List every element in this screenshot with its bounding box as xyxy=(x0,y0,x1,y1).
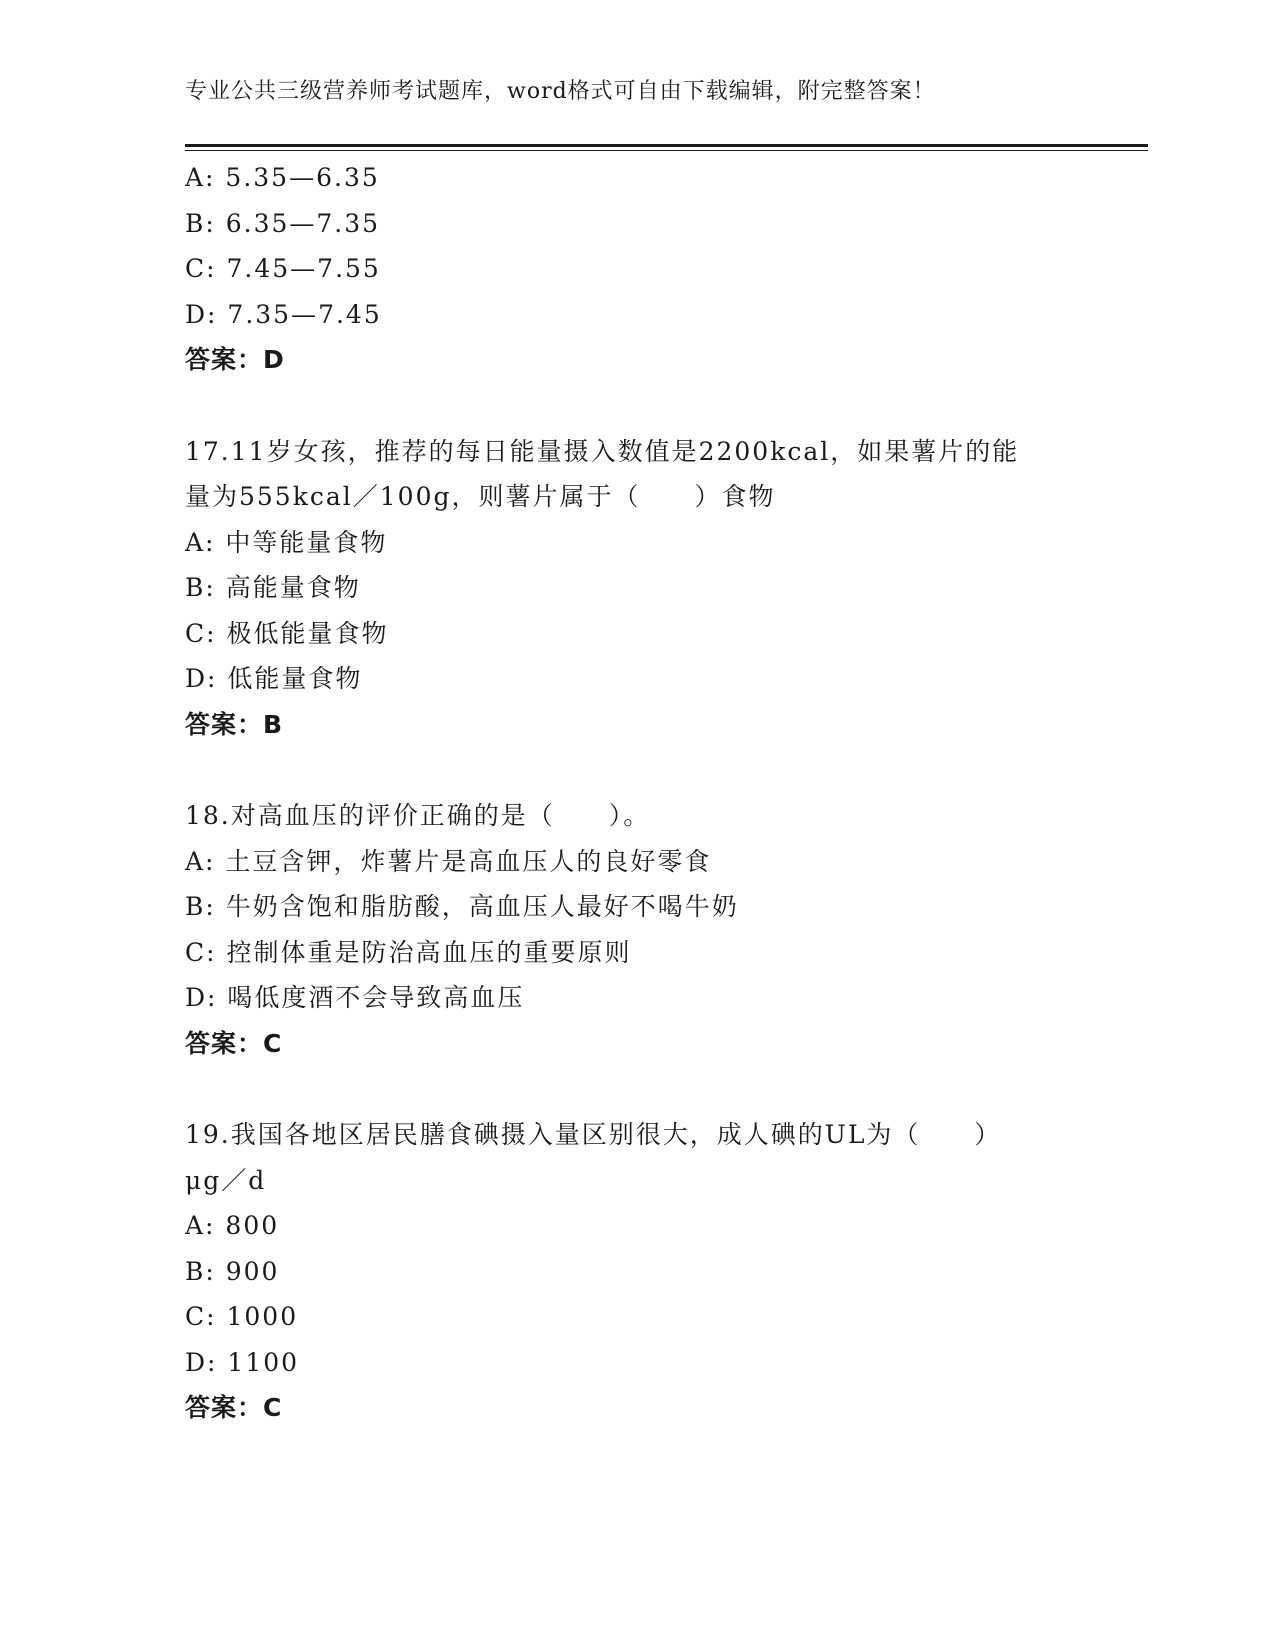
question-stem-continued: 量为555kcal／100g，则薯片属于（ ）食物 xyxy=(185,482,776,511)
answer-line: 答案：C xyxy=(185,1028,283,1058)
option-b: B: 900 xyxy=(185,1256,280,1286)
option-c: C: 7.45—7.55 xyxy=(185,254,381,283)
option-a: A: 中等能量食物 xyxy=(185,527,388,557)
answer-line: 答案：C xyxy=(185,1393,283,1422)
option-b: B: 6.35—7.35 xyxy=(185,208,381,238)
option-c: C: 控制体重是防治高血压的重要原则 xyxy=(185,937,632,967)
spacer xyxy=(185,747,1085,793)
page-header: 专业公共三级营养师考试题库，word格式可自由下载编辑，附完整答案！ xyxy=(185,79,936,104)
header-rule-thick xyxy=(185,144,1148,147)
header-rule-thin xyxy=(185,150,1148,151)
spacer xyxy=(185,1066,1085,1112)
answer-line: 答案：B xyxy=(185,709,284,739)
question-stem: 17.11岁女孩，推荐的每日能量摄入数值是2200kcal，如果薯片的能 xyxy=(185,436,1020,466)
option-a: A: 土豆含钾，炸薯片是高血压人的良好零食 xyxy=(185,846,712,876)
question-block-17 xyxy=(185,429,1085,748)
option-b: B: 高能量食物 xyxy=(185,573,361,602)
question-stem: 19.我国各地区居民膳食碘摄入量区别很大，成人碘的UL为（ ） xyxy=(185,1120,1002,1149)
question-block-18 xyxy=(185,793,1085,1066)
question-content xyxy=(185,155,1085,1431)
option-d: D: 低能量食物 xyxy=(185,664,363,693)
question-block-19 xyxy=(185,1112,1085,1431)
option-a: A: 800 xyxy=(185,1211,280,1240)
option-d: D: 7.35—7.45 xyxy=(185,299,382,329)
question-stem-continued: μg／d xyxy=(185,1165,267,1195)
option-c: C: 1000 xyxy=(185,1302,299,1331)
option-c: C: 极低能量食物 xyxy=(185,618,389,648)
option-b: B: 牛奶含饱和脂肪酸，高血压人最好不喝牛奶 xyxy=(185,892,739,921)
question-stem: 18.对高血压的评价正确的是（ ）。 xyxy=(185,801,651,830)
spacer xyxy=(185,383,1085,429)
option-d: D: 喝低度酒不会导致高血压 xyxy=(185,983,525,1012)
question-block-16 xyxy=(185,155,1085,383)
option-a: A: 5.35—6.35 xyxy=(185,163,380,192)
answer-line: 答案：D xyxy=(185,345,285,374)
option-d: D: 1100 xyxy=(185,1347,300,1377)
